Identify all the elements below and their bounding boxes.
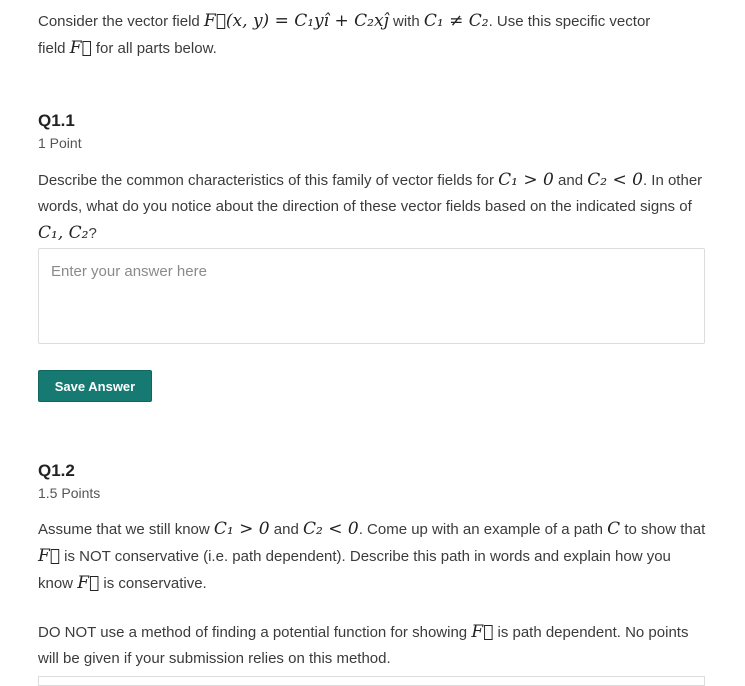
question-text-q1-1 — [38, 167, 710, 247]
intro-text-part: for all parts below. — [91, 40, 217, 57]
condition-c2-negative: C₂ < 0 — [587, 170, 643, 190]
q2-note-part: is path dependent. No points will be given if your submission relies on this method. — [38, 624, 689, 667]
intro-text — [38, 8, 710, 62]
question-points-q1-1: 1 Point — [38, 135, 82, 151]
q2-text-part: Assume that we still know — [38, 521, 214, 538]
intro-text-part: with — [388, 13, 424, 30]
question-title-q1-1: Q1.1 — [38, 111, 75, 130]
intro-text-part: . Use this specific vector — [488, 13, 651, 30]
vector-f-symbol: F⃗ — [77, 573, 100, 593]
condition-c2-negative: C₂ < 0 — [302, 519, 359, 539]
save-answer-button[interactable]: Save Answer — [38, 370, 152, 402]
constants-inequality: C₁ ≠ C₂ — [423, 11, 489, 31]
q1-text-part: ? — [88, 225, 97, 242]
vector-f-symbol: F⃗ — [38, 546, 60, 566]
question-text-q1-2 — [38, 516, 710, 597]
q2-note-part: DO NOT use a method of finding a potential function for showing — [38, 624, 472, 641]
path-c-symbol: C — [607, 519, 621, 539]
vector-f-symbol: F⃗ — [69, 38, 92, 58]
condition-c1-positive: C₁ > 0 — [498, 170, 554, 190]
answer-placeholder: Enter your answer here — [51, 263, 207, 280]
q1-text-part: . In other words, what do you notice about the direction of these vector fields based on the indicated signs of — [38, 172, 703, 215]
intro-text-part: field — [38, 40, 70, 57]
q1-text-part: and — [553, 172, 588, 189]
q2-text-part: to show that — [620, 521, 706, 538]
constants-list: C₁, C₂ — [38, 223, 89, 243]
question-title-q1-2: Q1.2 — [38, 461, 75, 480]
question-note-q1-2 — [38, 619, 710, 672]
q2-text-part: is conservative. — [99, 575, 207, 592]
answer-textarea-q1-2[interactable] — [38, 676, 705, 686]
intro-text-part: Consider the vector field — [38, 13, 204, 30]
q2-text-part: and — [269, 521, 303, 538]
vector-field-formula: F⃗(x, y) = C₁yî + C₂xĵ — [203, 11, 389, 31]
q2-text-part: is NOT conservative (i.e. path dependent). Describe this path in words and explain how you know — [38, 548, 671, 592]
answer-textarea-q1-1[interactable] — [38, 248, 705, 344]
question-points-q1-2: 1.5 Points — [38, 485, 101, 501]
vector-f-symbol: F⃗ — [471, 622, 494, 642]
q1-text-part: Describe the common characteristics of this family of vector fields for — [38, 172, 499, 189]
condition-c1-positive: C₁ > 0 — [213, 519, 270, 539]
q2-text-part: . Come up with an example of a path — [358, 521, 608, 538]
